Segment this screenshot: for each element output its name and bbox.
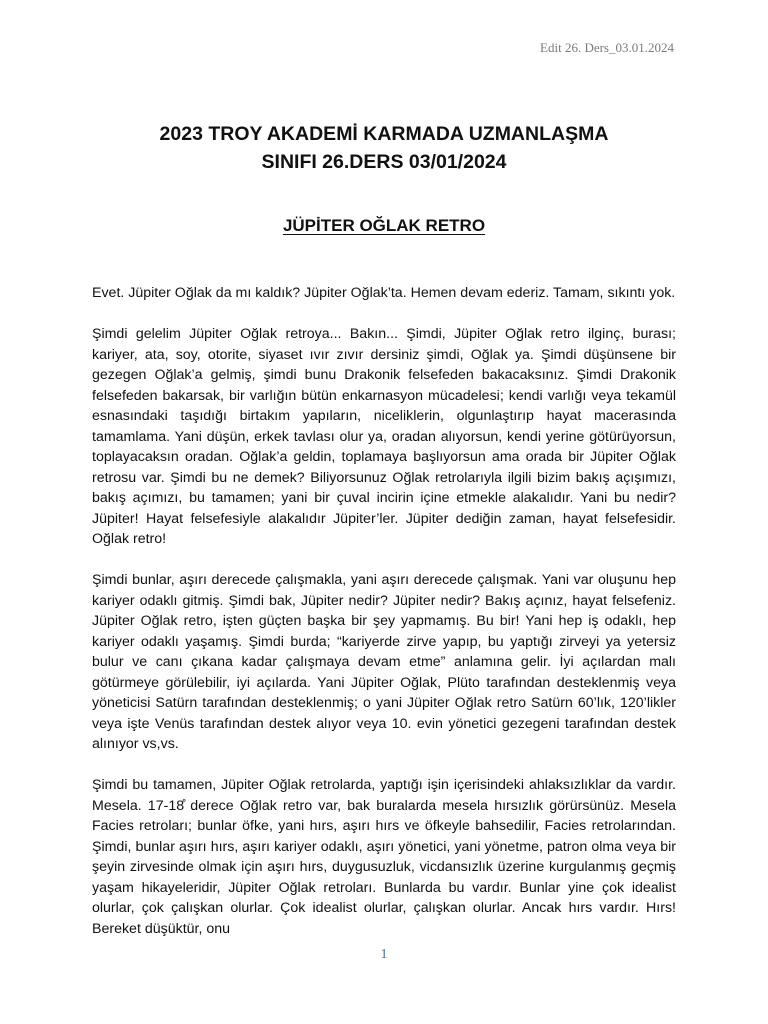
paragraph: Şimdi gelelim Jüpiter Oğlak retroya... Bakın... Şimdi, Jüpiter Oğlak retro ilginç, burası; kariyer, ata, soy, otorite, siyaset ıvır zıvır dersiniz şimdi, Oğlak ya. Şimdi düşünsene bir gezegen Oğlak’a gelmiş, şimdi bunu Drakonik felsefeden bakacaksınız. Şimdi Drakonik felsefeden bakarsak, bir varlığın bütün enkarnasyon mücadelesi; kendi varlığı veya tekamül esnasındaki taşıdığı birtakım yapıların, niceliklerin, olgunlaştırıp hayat macerasında tamamlama. Yani düşün, erkek tavlası olur ya, oradan alıyorsun, kendi yerine götürüyorsun, toplayacaksın oradan. Oğlak’a geldin, toplamaya başlıyorsun ama orada bir Jüpiter Oğlak retrosu var. Şimdi bu ne demek? Biliyorsunuz Oğlak retrolarıyla ilgili bizim bakış açışımızı, bakış açımızı, bu tamamen; yani bir çuval incirin içine etmekle alakalıdır. Yani bu nedir? Jüpiter! Hayat felsefesiyle alakalıdır Jüpiter’ler. Jüpiter dediğin zaman, hayat felsefesidir. Oğlak retro! xyxy=(92,326,676,547)
subtitle-text: JÜPİTER OĞLAK RETRO xyxy=(282,216,486,235)
paragraph: Şimdi bunlar, aşırı derecede çalışmakla, yani aşırı derecede çalışmak. Yani var oluşunu hep kariyer odaklı gitmiş. Şimdi bak, Jüpiter nedir? Jüpiter nedir? Bakış açınız, hayat felsefeniz. Jüpiter Oğlak retro, işten güçten başka bir şey yapmamış. Bu bir! Yani hep iş odaklı, hep kariyer odaklı yaşamış. Şimdi burda; “kariyerde zirve yapıp, bu yaptığı zirveyi ya yetersiz bulur ve canı çıkana kadar çalışmaya devam etme” anlamına gelir. İyi açılardan malı götürmeye görülebilir, iyi açılarda. Yani Jüpiter Oğlak, Plüto tarafından desteklenmiş veya yöneticisi Satürn tarafından desteklenmiş; o yani Jüpiter Oğlak retro Satürn 60’lık, 120’likler veya işte Venüs tarafından destek alıyor veya 10. evin yönetici gezegeni tarafından destek alınıyor vs,vs. xyxy=(92,572,676,752)
page-number: 1 xyxy=(380,947,388,962)
title-line-1: 2023 TROY AKADEMİ KARMADA UZMANLAŞMA xyxy=(159,123,609,145)
edit-note: Edit 26. Ders_03.01.2024 xyxy=(540,40,674,55)
paragraph: Şimdi bu tamamen, Jüpiter Oğlak retrolarda, yaptığı işin içerisindeki ahlaksızlıklar da vardır. Mesela. 17-18̊ derece Oğlak retro var, bak buralarda mesela hırsızlık görürsünüz. Mesela Facies retroları; bunlar öfke, yani hırs, aşırı hırs ve öfkeyle bahsedilir, Facies retrolarından. Şimdi, bunlar aşırı hırs, aşırı kariyer odaklı, aşırı yönetici, yani yönetme, patron olma veya bir şeyin zirvesinde olmak için aşırı hırs, duygusuzluk, vicdansızlık üzerine kurgulanmış geçmiş yaşam hikayeleridir, Jüpiter Oğlak retroları. Bunlarda bu vardır. Bunlar yine çok idealist olurlar, çok çalışkan olurlar. Çok idealist olurlar, çalışkan olurlar. Ancak hırs vardır. Hırs! Bereket düşüktür, onu xyxy=(92,777,676,937)
document-body xyxy=(92,283,676,960)
document-title xyxy=(92,120,676,176)
title-line-2: SINIFI 26.DERS 03/01/2024 xyxy=(261,151,507,173)
paragraph: Evet. Jüpiter Oğlak da mı kaldık? Jüpiter Oğlak’ta. Hemen devam ederiz. Tamam, sıkıntı yok. xyxy=(92,285,676,301)
document-subtitle xyxy=(92,216,676,236)
